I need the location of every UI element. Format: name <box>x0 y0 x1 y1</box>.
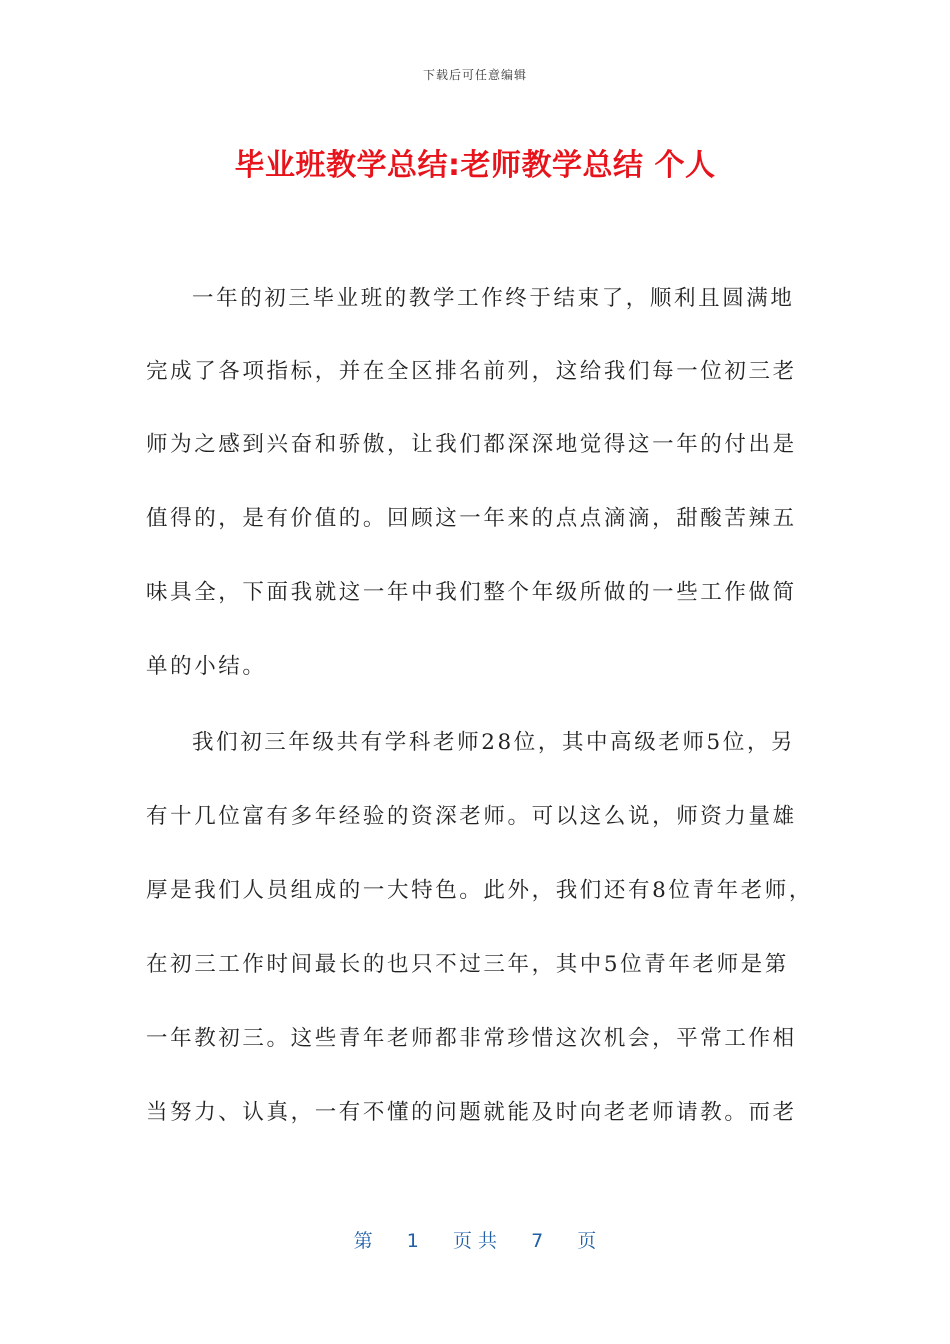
document-title: 毕业班教学总结:老师教学总结 个人 <box>234 148 716 183</box>
text-line: 我们初三年级共有学科老师28位，其中高级老师5位，另 <box>192 730 796 755</box>
footer-suffix: 页 <box>577 1230 597 1252</box>
text-line: 师为之感到兴奋和骄傲，让我们都深深地觉得这一年的付出是 <box>146 432 797 457</box>
text-line: 味具全，下面我就这一年中我们整个年级所做的一些工作做简 <box>146 580 797 605</box>
text-line: 在初三工作时间最长的也只不过三年，其中5位青年老师是第 <box>146 952 789 977</box>
text-line: 有十几位富有多年经验的资深老师。可以这么说，师资力量雄 <box>146 804 797 829</box>
total-pages: 7 <box>531 1230 544 1252</box>
text-line: 厚是我们人员组成的一大特色。此外，我们还有8位青年老师， <box>146 878 813 903</box>
text-line: 单的小结。 <box>146 654 267 679</box>
footer-prefix: 第 <box>353 1230 373 1252</box>
text-line: 完成了各项指标，并在全区排名前列，这给我们每一位初三老 <box>146 359 797 384</box>
text-line: 当努力、认真，一有不懂的问题就能及时向老老师请教。而老 <box>146 1100 797 1125</box>
current-page-number: 1 <box>406 1230 419 1252</box>
footer-middle: 页 共 <box>452 1230 498 1252</box>
text-line: 一年教初三。这些青年老师都非常珍惜这次机会，平常工作相 <box>146 1026 797 1051</box>
header-note: 下载后可任意编辑 <box>422 68 527 82</box>
text-line: 值得的，是有价值的。回顾这一年来的点点滴滴，甜酸苦辣五 <box>146 506 797 531</box>
text-line: 一年的初三毕业班的教学工作终于结束了，顺利且圆满地 <box>192 286 795 311</box>
page-footer <box>0 1226 950 1253</box>
